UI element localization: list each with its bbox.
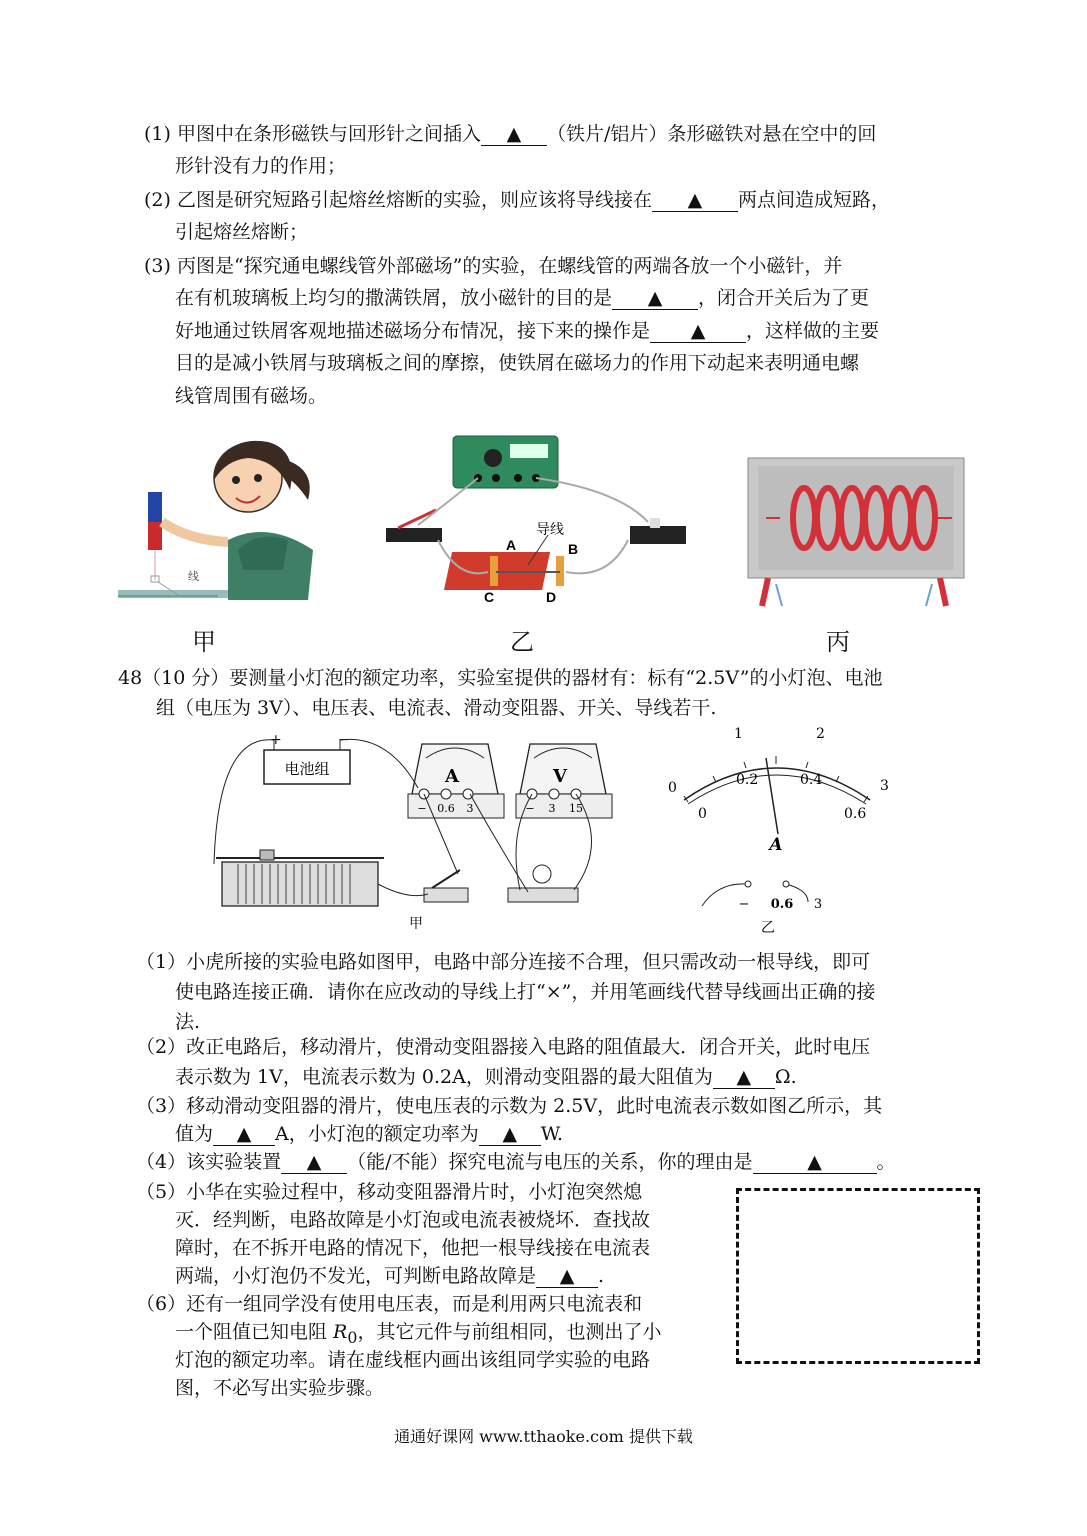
svg-text:0.4: 0.4 xyxy=(800,772,823,788)
svg-text:电池组: 电池组 xyxy=(284,761,330,778)
answer-blank: ▲ xyxy=(612,287,698,310)
answer-blank: ▲ xyxy=(753,1151,877,1174)
figure-label-bing: 丙 xyxy=(826,628,850,656)
svg-text:0: 0 xyxy=(668,780,677,796)
answer-blank: ▲ xyxy=(652,189,738,212)
svg-text:0.6: 0.6 xyxy=(437,802,455,815)
q47-part3-line4: 目的是减小铁屑与玻璃板之间的摩擦，使铁屑在磁场力的作用下动起来表明通电螺 xyxy=(175,352,860,374)
q47-part1-line2: 形针没有力的作用； xyxy=(175,155,347,177)
q48-part5-line4: 两端，小灯泡仍不发光，可判断电路故障是 ▲ . xyxy=(175,1265,605,1287)
svg-text:B: B xyxy=(568,541,579,557)
svg-text:−: − xyxy=(738,897,750,912)
girl-magnet-illustration xyxy=(118,430,318,610)
svg-text:3: 3 xyxy=(880,778,889,794)
answer-blank: ▲ xyxy=(481,123,547,146)
svg-text:1: 1 xyxy=(734,726,743,742)
svg-text:A: A xyxy=(769,835,783,855)
svg-text:线: 线 xyxy=(188,570,199,583)
svg-text:导线: 导线 xyxy=(536,521,564,537)
q47-part3-line3: 好地通过铁屑客观地描述磁场分布情况，接下来的操作是 ▲ ，这样做的主要 xyxy=(175,320,880,342)
q48-part2-line1: （2）改正电路后，移动滑片，使滑动变阻器接入电路的阻值最大．闭合开关，此时电压 xyxy=(136,1036,871,1058)
circuit-diagram-jia xyxy=(208,724,618,934)
q48-part5-line3: 障时，在不拆开电路的情况下，他把一根导线接在电流表 xyxy=(175,1237,651,1259)
q48-part6-line4: 图，不必写出实验步骤。 xyxy=(175,1377,385,1399)
short-circuit-setup xyxy=(378,430,718,610)
svg-text:V: V xyxy=(553,766,567,787)
q48-part5-line2: 灭．经判断，电路故障是小灯泡或电流表被烧坏．查找故 xyxy=(175,1209,651,1231)
q48-part1-line3: 法. xyxy=(175,1011,201,1033)
svg-text:3: 3 xyxy=(548,802,556,815)
svg-text:+: + xyxy=(270,732,282,748)
svg-text:乙: 乙 xyxy=(761,920,775,934)
svg-text:−: − xyxy=(417,802,427,815)
svg-text:3: 3 xyxy=(813,897,823,912)
svg-text:−: − xyxy=(338,732,350,748)
q47-part2-line1: (2) 乙图是研究短路引起熔丝熔断的实验，则应该将导线接在 ▲ 两点间造成短路， xyxy=(144,189,890,211)
answer-blank: ▲ xyxy=(650,320,746,343)
q47-part3-line1: (3) 丙图是“探究通电螺线管外部磁场”的实验，在螺线管的两端各放一个小磁针，并 xyxy=(144,255,843,277)
q47-part2-line2: 引起熔丝熔断； xyxy=(175,221,309,243)
answer-blank: ▲ xyxy=(479,1123,541,1146)
answer-blank: ▲ xyxy=(713,1066,775,1089)
answer-blank: ▲ xyxy=(281,1151,347,1174)
svg-text:C: C xyxy=(484,589,495,605)
q47-part3-line2: 在有机玻璃板上均匀的撒满铁屑，放小磁针的目的是 ▲ ，闭合开关后为了更 xyxy=(175,287,870,309)
q47-part1-line1: (1) 甲图中在条形磁铁与回形针之间插入 ▲ （铁片/铝片）条形磁铁对悬在空中的回 xyxy=(144,123,877,145)
page-footer: 通通好课网 www.tthaoke.com 提供下载 xyxy=(394,1427,693,1446)
ammeter-dial-yi xyxy=(658,722,898,934)
q47-part3-line5: 线管周围有磁场。 xyxy=(175,385,328,407)
solenoid-iron-filings xyxy=(746,456,968,608)
svg-text:−: − xyxy=(525,802,535,815)
q48-part6-line1: （6）还有一组同学没有使用电压表，而是利用两只电流表和 xyxy=(136,1293,643,1315)
svg-text:A: A xyxy=(445,766,459,787)
q48-header-line1: 48（10 分）要测量小灯泡的额定功率，实验室提供的器材有：标有“2.5V”的小灯泡、电池 xyxy=(118,667,883,689)
q48-part6-line3: 灯泡的额定功率。请在虚线框内画出该组同学实验的电路 xyxy=(175,1349,651,1371)
q48-part5-line1: （5）小华在实验过程中，移动变阻器滑片时，小灯泡突然熄 xyxy=(136,1181,643,1203)
svg-text:0: 0 xyxy=(698,806,707,822)
q48-part6-line2: 一个阻值已知电阻 $R_0$，其它元件与前组相同，也测出了小 xyxy=(175,1321,662,1347)
q48-part2-line2: 表示数为 1V，电流表示数为 0.2A，则滑动变阻器的最大阻值为 ▲ Ω. xyxy=(175,1066,797,1088)
svg-text:3: 3 xyxy=(466,802,474,815)
svg-text:D: D xyxy=(546,589,557,605)
answer-drawing-box[interactable] xyxy=(736,1188,980,1364)
q48-part1-line2: 使电路连接正确．请你在应改动的导线上打“×”，并用笔画线代替导线画出正确的接 xyxy=(175,981,876,1003)
svg-text:0.6: 0.6 xyxy=(844,806,867,822)
figure-label-yi: 乙 xyxy=(510,628,534,656)
figure-label-jia: 甲 xyxy=(192,628,216,656)
answer-blank: ▲ xyxy=(213,1123,275,1146)
svg-text:甲: 甲 xyxy=(409,916,423,932)
q48-part3-line2: 值为 ▲ A，小灯泡的额定功率为 ▲ W. xyxy=(175,1123,563,1145)
svg-text:A: A xyxy=(506,537,517,553)
svg-text:0.2: 0.2 xyxy=(736,772,759,788)
svg-text:2: 2 xyxy=(816,726,825,742)
answer-blank: ▲ xyxy=(536,1265,598,1288)
q48-part4-line1: （4）该实验装置 ▲ （能/不能）探究电流与电压的关系，你的理由是 ▲ 。 xyxy=(136,1151,896,1173)
svg-text:0.6: 0.6 xyxy=(770,897,794,912)
q48-part1-line1: （1）小虎所接的实验电路如图甲，电路中部分连接不合理，但只需改动一根导线，即可 xyxy=(136,951,871,973)
svg-text:15: 15 xyxy=(569,802,583,815)
q48-header-line2: 组（电压为 3V）、电压表、电流表、滑动变阻器、开关、导线若干. xyxy=(156,697,717,719)
q48-part3-line1: （3）移动滑动变阻器的滑片，使电压表的示数为 2.5V，此时电流表示数如图乙所示，其 xyxy=(136,1095,883,1117)
